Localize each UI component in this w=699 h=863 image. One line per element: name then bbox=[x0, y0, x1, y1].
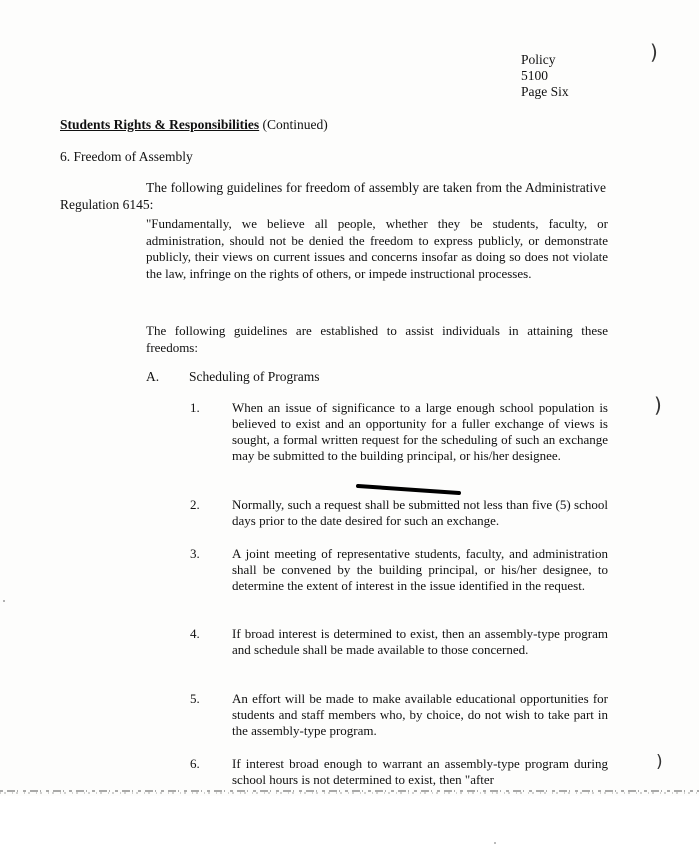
handwritten-underline-mark bbox=[356, 481, 462, 497]
section-heading bbox=[60, 117, 328, 133]
margin-bracket-mark: ) bbox=[656, 752, 663, 772]
list-item: If interest broad enough to warrant an assembly-type program during school hours is not determined to exist, then "after bbox=[232, 756, 608, 787]
list-item: If broad interest is determined to exist, then an assembly-type program and schedule shall be made available to those concerned. bbox=[232, 626, 608, 657]
part-heading: Scheduling of Programs bbox=[189, 369, 320, 384]
item-number: 5. bbox=[190, 691, 200, 706]
scan-speck bbox=[3, 600, 5, 602]
quote-paragraph: "Fundamentally, we believe all people, whether they be students, faculty, or administration, should not be denied the freedom to express publicly, or demonstrate publicly, their views on current issues and concerns insofar as doing so does not violate the law, infringe on the rights of others, or impede instructional processes. bbox=[146, 216, 608, 281]
scan-speck bbox=[494, 842, 496, 844]
item-number: 1. bbox=[190, 400, 200, 415]
section-title: Students Rights & Responsibilities bbox=[60, 117, 260, 132]
page-scan-edge bbox=[0, 788, 699, 796]
page-number: Page Six bbox=[521, 84, 569, 99]
list-item: When an issue of significance to a large enough school population is believed to exist and an opportunity for a fuller exchange of views is sought, a formal written request for the scheduling of such an exchange may be submitted to the building principal, or his/her designee. bbox=[232, 400, 608, 463]
policy-number: 5100 bbox=[521, 68, 548, 83]
margin-bracket-mark: ) bbox=[654, 393, 662, 417]
guidelines-paragraph: The following guidelines are established to assist individuals in attaining these freedoms: bbox=[146, 323, 608, 355]
item-number: 4. bbox=[190, 626, 200, 641]
list-item: A joint meeting of representative students, faculty, and administration shall be convened by the building principal, or his/her designee, to determine the extent of interest in the issue identified in the request. bbox=[232, 546, 608, 593]
list-item: An effort will be made to make available educational opportunities for students and staff members who, by choice, do not wish to take part in the assembly-type program. bbox=[232, 691, 608, 738]
part-letter: A. bbox=[146, 369, 160, 384]
section-continued: (Continued) bbox=[259, 117, 328, 132]
policy-label: Policy bbox=[521, 52, 556, 67]
subsection-title: 6. Freedom of Assembly bbox=[60, 149, 193, 164]
item-number: 2. bbox=[190, 497, 200, 512]
blank-lower-area bbox=[0, 796, 699, 863]
item-number: 3. bbox=[190, 546, 200, 561]
intro-paragraph: The following guidelines for freedom of assembly are taken from the Administrative Regulation 6145: bbox=[60, 180, 606, 212]
margin-bracket-mark: ) bbox=[650, 40, 658, 64]
list-item: Normally, such a request shall be submitted not less than five (5) school days prior to the date desired for such an exchange. bbox=[232, 497, 608, 528]
policy-header bbox=[521, 52, 569, 100]
item-number: 6. bbox=[190, 756, 200, 771]
